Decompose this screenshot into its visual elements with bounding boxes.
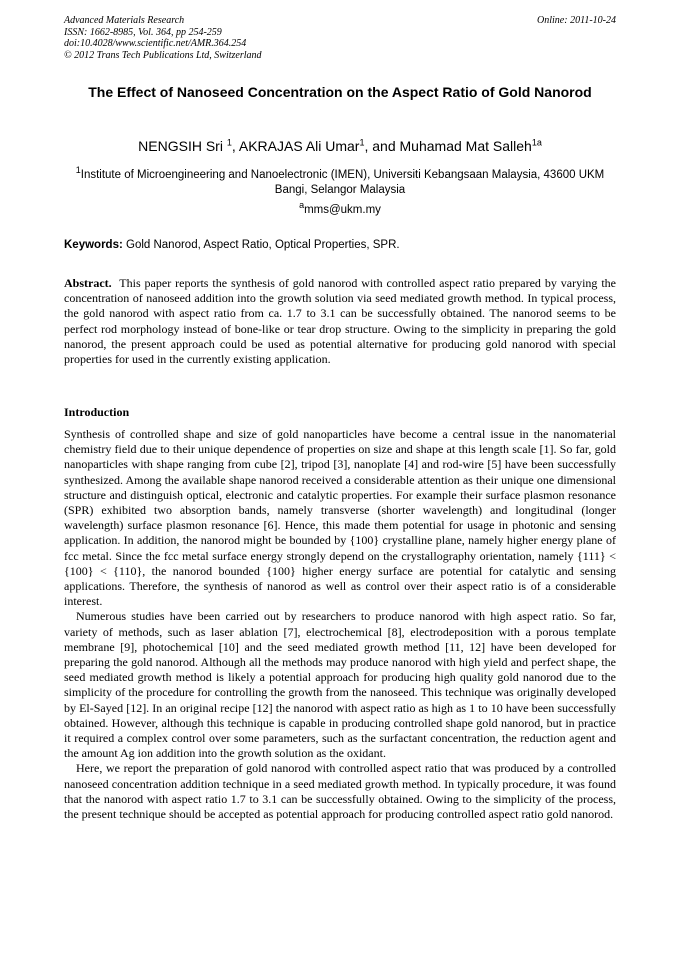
email-address[interactable]: mms@ukm.my bbox=[304, 204, 381, 216]
paper-title: The Effect of Nanoseed Concentration on the Aspect Ratio of Gold Nanorod bbox=[88, 84, 592, 100]
doi-line: doi:10.4028/www.scientific.net/AMR.364.254 bbox=[64, 38, 247, 49]
author-2-affil: 1 bbox=[359, 137, 365, 148]
intro-paragraph-3: Here, we report the preparation of gold nanorod with controlled aspect ratio that was produced by a controlled nanoseed concentration addition technique in a seed mediated growth method. In typically procedure, it was found that the nanorod with aspect ratio 1.7 to 3.1 can be successfully obtained. Owing to the simplicity of the process, the present technique should be accepted as potential approach for producing controlled aspect ratio gold nanorod. bbox=[64, 761, 616, 822]
online-date: Online: 2011-10-24 bbox=[537, 15, 616, 26]
author-3-affil: 1a bbox=[531, 137, 542, 148]
author-1: NENGSIH Sri bbox=[138, 138, 223, 154]
abstract-label: Abstract. bbox=[64, 276, 112, 290]
journal-header bbox=[64, 15, 616, 61]
affiliation-text: Institute of Microengineering and Nanoelectronic (IMEN), Universiti Kebangsaan Malaysia, 43600 UKM Bangi, Selangor Malaysia bbox=[80, 169, 605, 196]
author-2-separator: , bbox=[364, 138, 369, 154]
email-line bbox=[64, 200, 616, 218]
keywords-label: Keywords: bbox=[64, 239, 123, 251]
intro-paragraph-1: Synthesis of controlled shape and size of gold nanoparticles have become a central issue in the nanomaterial chemistry field due to their unique dependence of properties on size and shape at this length scale [1]. So far, gold nanoparticles with shape ranging from cube [2], tripod [3], nanoplate [4] and rod-wire [5] have been successfully synthesized. Among the available shape nanorod received a considerable attention as their unique one dimensional structure and distinguish optical, electronic and catalytic properties. For example their surface plasmon resonance (SPR) exhibited two absorption bands, namely transverse (shorter wavelength) and longitudinal (longer wavelength) surface plasmon resonance [6]. Hence, this made them potential for usage in photonic and sensing application. In addition, the nanorod might be bounded by {100} crystalline plane, namely higher energy plane of fcc metal. Since the fcc metal surface energy strongly depend on the crystallography orientation, namely {111} < {100} < {110}, the nanorod bounded {100} higher energy surface are potential for catalytic and sensing applications. Therefore, the synthesis of nanorod as well as control over their aspect ratio is of a considerable interest. bbox=[64, 427, 616, 609]
author-list: NENGSIH Sri $^1$, AKRAJAS Ali Umar$^1$, and Muhamad Mat Salleh$^{1a}$ bbox=[138, 137, 542, 154]
author-3-prefix: and bbox=[368, 138, 400, 154]
journal-name: Advanced Materials Research bbox=[64, 15, 185, 26]
affiliation-mark: 1 bbox=[75, 165, 81, 176]
affiliation bbox=[64, 165, 616, 198]
keywords-text: Gold Nanorod, Aspect Ratio, Optical Properties, SPR. bbox=[126, 239, 400, 251]
introduction-body bbox=[64, 427, 616, 822]
abstract bbox=[64, 276, 616, 367]
issn-line: ISSN: 1662-8985, Vol. 364, pp 254-259 bbox=[64, 26, 222, 38]
copyright-line: © 2012 Trans Tech Publications Ltd, Switzerland bbox=[64, 49, 262, 61]
intro-paragraph-2: Numerous studies have been carried out by researchers to produce nanorod with high aspect ratio. So far, variety of methods, such as laser ablation [7], electrochemical [8], electrodeposition with a porous template membrane [9], photochemical [10] and the seed mediated growth method [11, 12] have been developed for preparing the gold nanorod. Although all the methods may produce nanorod with high yield and perfect shape, the seed mediated growth method is likely a potential approach for producing high quality gold nanorod due to the simplicity of the procedure for controlling the growth from the nanoseed. This technique was originally developed by El-Sayed [12]. In an original recipe [12] the nanorod with aspect ratio as high as 1 to 10 have been successfully obtained. However, although this technique is capable in producing controlled shape gold nanorod, but in practice it required a complex control over some parameters, such as the surfactant concentration, the reduction agent and the amount Ag ion addition into the growth solution as the oxidant. bbox=[64, 609, 616, 761]
author-2: AKRAJAS Ali Umar bbox=[238, 138, 360, 154]
author-3: Muhamad Mat Salleh bbox=[399, 138, 532, 154]
introduction-heading: Introduction bbox=[64, 405, 130, 419]
abstract-text: This paper reports the synthesis of gold nanorod with controlled aspect ratio prepared by varying the concentration of nanoseed addition into the growth solution via seed mediated growth method. In typical process, the gold nanorod with aspect ratio from ca. 1.7 to 3.1 can be successfully obtained. The nanorod seems to be perfect rod morphology instead of bone-like or tear drop structure. Owing to the simplicity in preparing the gold nanorod, the present approach could be used as potential alternative for producing gold nanorod with special properties for used in the currently existing application. bbox=[64, 276, 616, 367]
email-mark: a bbox=[299, 200, 305, 211]
author-1-affil: 1 bbox=[226, 137, 232, 148]
keywords bbox=[64, 238, 616, 253]
